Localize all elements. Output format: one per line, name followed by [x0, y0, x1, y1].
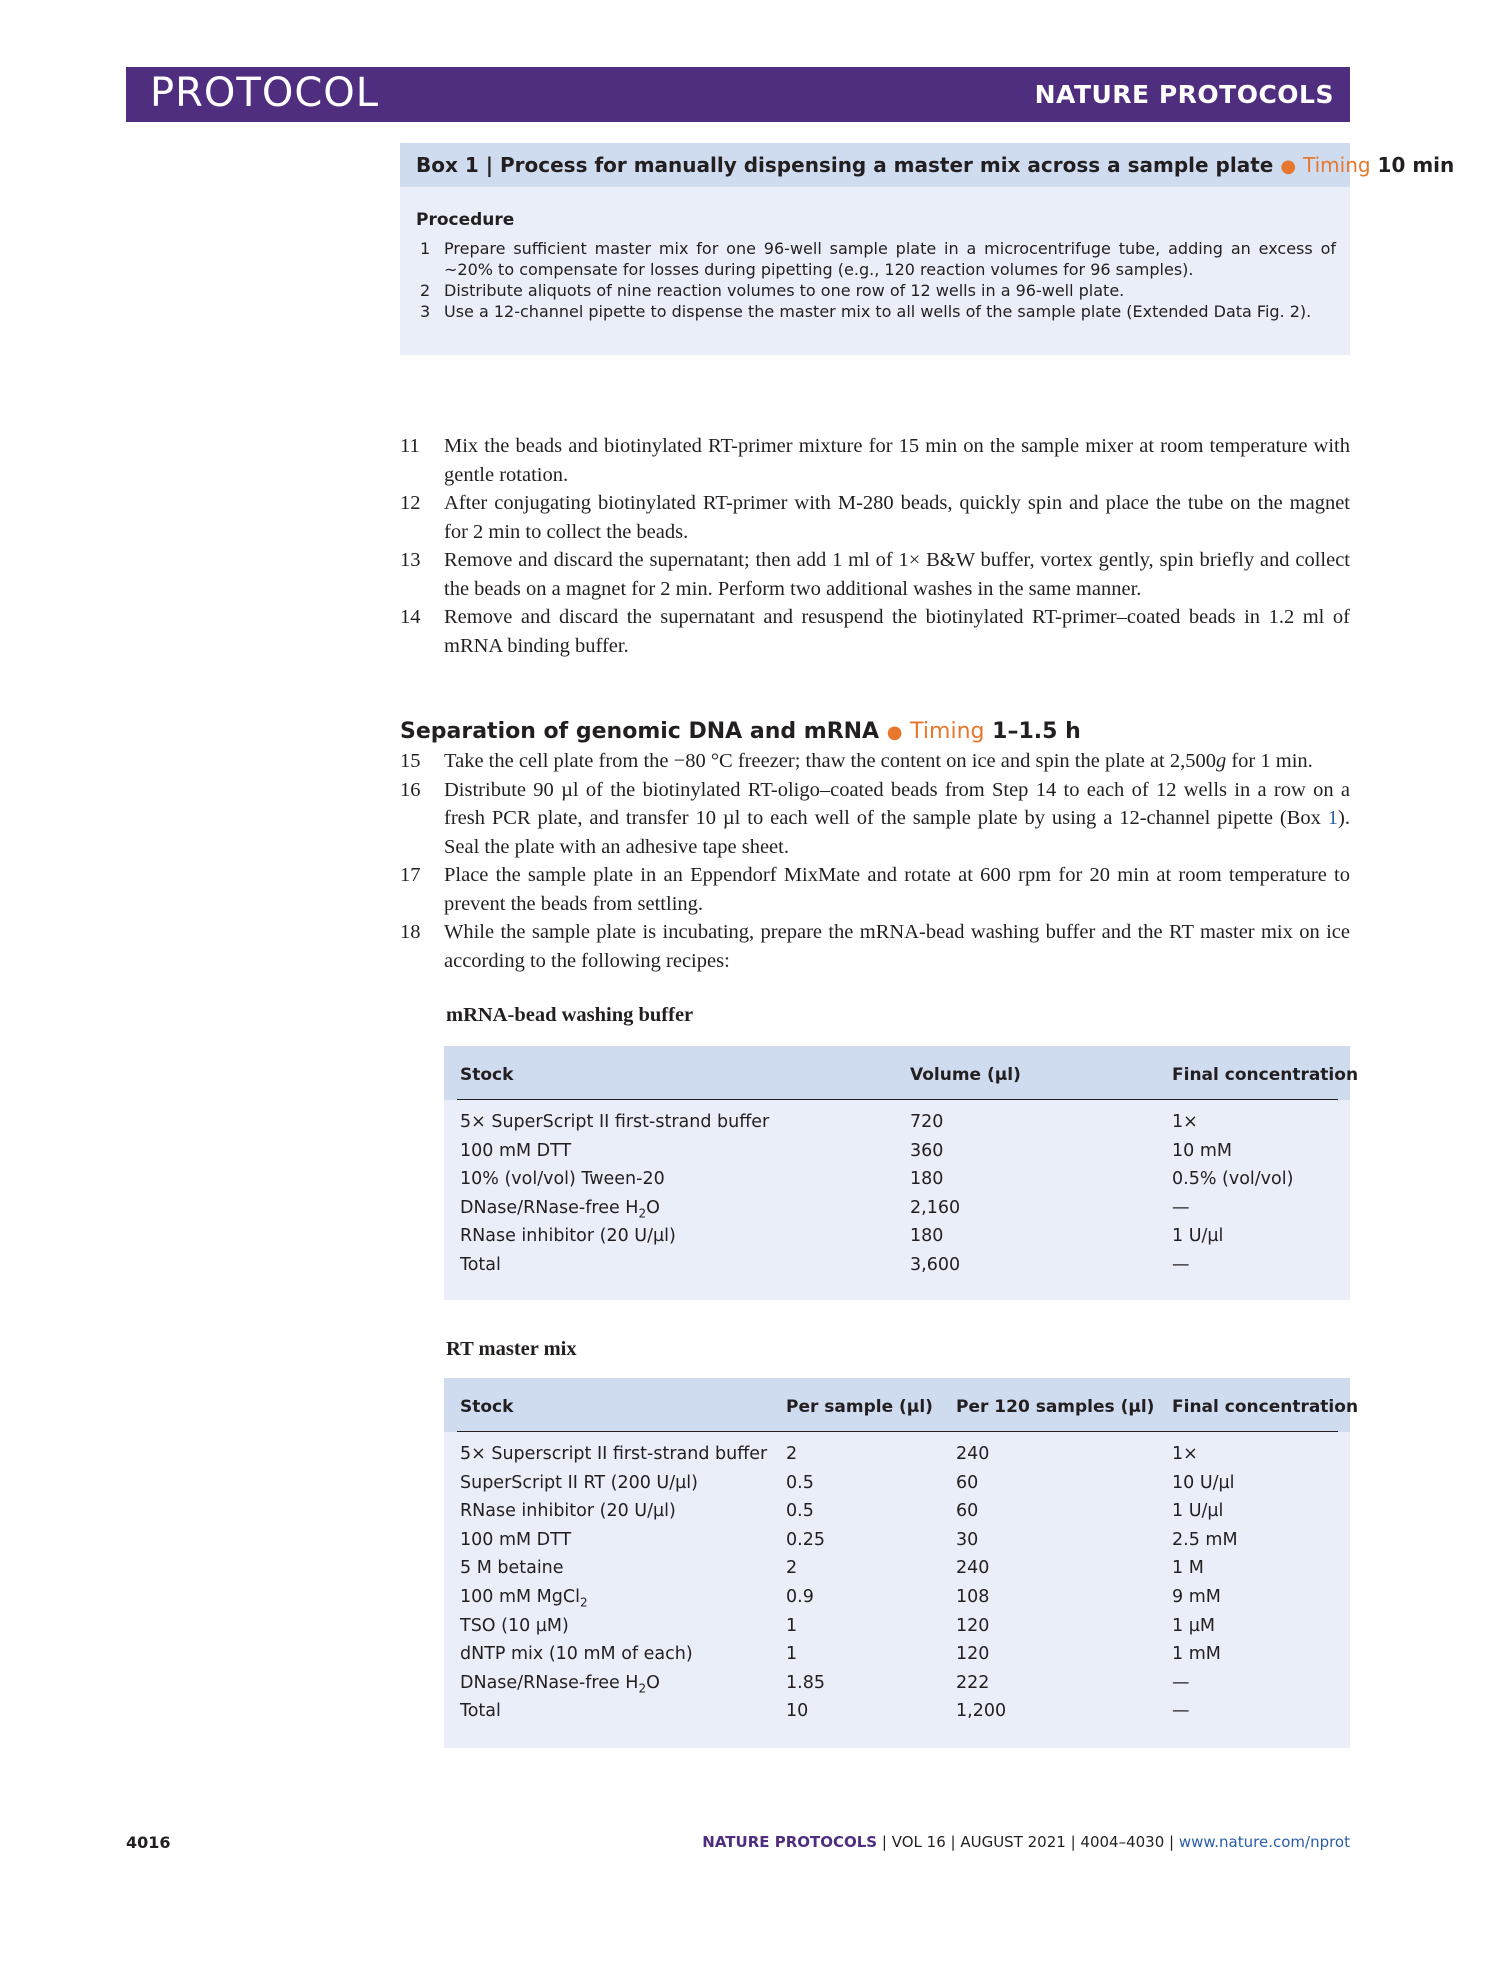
box-timing-value: 10 min	[1377, 153, 1455, 177]
procedure-step	[400, 603, 1350, 660]
footer-pages: 4004–4030	[1080, 1833, 1165, 1851]
procedure-label: Procedure	[416, 210, 515, 230]
box-step-number: 2	[420, 281, 431, 300]
col-header: Stock	[460, 1065, 514, 1085]
col-header: Final concentration	[1172, 1065, 1359, 1085]
table-cell-stock: DNase/RNase-free $H_2O$	[460, 1197, 660, 1221]
journal-url-link[interactable]: www.nature.com/nprot	[1178, 1833, 1350, 1851]
section-timing-label: Timing	[910, 719, 985, 744]
table-cell-value: 10	[786, 1701, 809, 1722]
table-cell-stock: Total	[460, 1255, 501, 1275]
step-number: 18	[400, 921, 421, 943]
table-cell-value: 0.25	[786, 1529, 825, 1550]
table-cell-value: 60	[956, 1472, 979, 1493]
step-text: Distribute 90 µl of the biotinylated RT-oligo–coated beads from Step 14 to each of 12 wells in a row on a fresh PCR plate, and transfer 10 µl to each well of the sample plate by using a 12-channel pipette (Box 1). Seal the plate with an adhesive tape sheet.	[444, 778, 1350, 858]
table-cell-value: 0.5% (vol/vol)	[1172, 1169, 1294, 1190]
table-cell-value: 0.5	[786, 1472, 814, 1493]
table-cell-value: 240	[956, 1558, 990, 1579]
col-header: Per 120 samples (µl)	[956, 1397, 1155, 1417]
procedure-step	[400, 861, 1350, 918]
table-cell-value: 720	[910, 1112, 944, 1132]
table-cell-value: 1 M	[1172, 1558, 1204, 1579]
table-cell-value: 10 mM	[1172, 1140, 1232, 1161]
table-cell-stock: TSO (10 µM)	[460, 1615, 569, 1636]
col-header: Volume (µl)	[910, 1065, 1021, 1085]
table-cell-stock: Total	[460, 1701, 501, 1722]
box-step-text: Distribute aliquots of nine reaction volumes to one row of 12 wells in a 96-well plate.	[444, 281, 1125, 300]
procedure-steps-11-14	[400, 432, 1350, 660]
section-heading	[400, 719, 1081, 744]
box-step-text: Use a 12-channel pipette to dispense the master mix to all wells of the sample plate (Extended Data Fig. 2).	[444, 302, 1312, 321]
procedure-steps-15-18	[400, 747, 1350, 975]
table-cell-stock: 5× Superscript II first-strand buffer	[460, 1444, 768, 1464]
step-text: After conjugating biotinylated RT-primer with M-280 beads, quickly spin and place the tube on the magnet for 2 min to collect the beads.	[444, 492, 1350, 543]
table-header	[444, 1046, 1359, 1100]
step-text: Place the sample plate in an Eppendorf MixMate and rotate at 600 rpm for 20 min at room temperature to prevent the beads from settling.	[444, 864, 1350, 915]
box-timing-label: Timing	[1303, 153, 1371, 177]
table-cell-value: 1.85	[786, 1672, 825, 1693]
header-rule	[457, 1431, 1338, 1432]
table-cell-value: 1	[786, 1644, 798, 1665]
step-text: Remove and discard the supernatant; then add 1 ml of 1× B&W buffer, vortex gently, spin briefly and collect the beads on a magnet for 2 min. Perform two additional washes in the same manner.	[444, 549, 1350, 600]
journal-header-bar	[126, 67, 1350, 122]
table-cell-value: 1 U/µl	[1172, 1226, 1224, 1247]
table-header	[444, 1378, 1359, 1432]
section-title: Separation of genomic DNA and mRNA	[400, 719, 880, 744]
table-cell-value: 3,600	[910, 1255, 961, 1275]
table-cell-stock: 100 mM DTT	[460, 1529, 572, 1550]
table-cell-value: 2	[786, 1558, 798, 1579]
table-cell-value: 1 U/µl	[1172, 1501, 1224, 1522]
table-cell-value: —	[1172, 1672, 1190, 1693]
step-number: 17	[400, 864, 421, 886]
box-step-number: 1	[420, 239, 431, 258]
table-cell-value: 2,160	[910, 1197, 961, 1218]
table-washing-buffer	[444, 1046, 1359, 1300]
table-cell-value: 360	[910, 1140, 944, 1161]
box-step-text: Prepare sufficient master mix for one 96-well sample plate in a microcentrifuge tube, adding an excess of ~20% to compensate for losses during pipetting (e.g., 120 reaction volumes for 96 samples).	[444, 239, 1336, 279]
section-timing-value: 1–1.5 h	[992, 719, 1081, 744]
col-header: Per sample (µl)	[786, 1397, 933, 1417]
step-text: While the sample plate is incubating, prepare the mRNA-bead washing buffer and the RT master mix on ice according to the following recipes:	[444, 921, 1350, 972]
table-cell-value: 120	[956, 1615, 990, 1636]
table-cell-stock: 5 M betaine	[460, 1558, 564, 1579]
step-number: 13	[400, 549, 421, 571]
box-step	[416, 301, 1336, 322]
procedure-step	[400, 489, 1350, 546]
procedure-step	[400, 432, 1350, 489]
step-text: Mix the beads and biotinylated RT-primer mixture for 15 min on the sample mixer at room temperature with gentle rotation.	[444, 435, 1350, 486]
table-rt-master-mix	[444, 1378, 1359, 1748]
table-cell-stock: 100 mM MgCl$_2$	[460, 1587, 588, 1610]
table-cell-stock: dNTP mix (10 mM of each)	[460, 1644, 693, 1665]
box-step	[416, 280, 1336, 301]
table-cell-value: 222	[956, 1672, 990, 1693]
table-cell-value: 2.5 mM	[1172, 1529, 1238, 1550]
box-steps	[416, 238, 1336, 322]
step-number: 12	[400, 492, 421, 514]
header-rule	[457, 1099, 1338, 1100]
col-header: Final concentration	[1172, 1397, 1359, 1417]
timing-dot-icon: ●	[1280, 156, 1297, 177]
table-cell-value: —	[1172, 1255, 1190, 1275]
table-cell-value: 10 U/µl	[1172, 1472, 1235, 1493]
table-cell-value: 1	[786, 1615, 798, 1636]
procedure-step	[400, 776, 1350, 862]
table-cell-value: 9 mM	[1172, 1587, 1221, 1607]
table-cell-value: 2	[786, 1444, 798, 1464]
box-1-link[interactable]: 1	[1327, 807, 1339, 829]
table-2-title: RT master mix	[446, 1338, 577, 1360]
table-cell-value: —	[1172, 1701, 1190, 1722]
step-text: Remove and discard the supernatant and resuspend the biotinylated RT-primer–coated beads in 1.2 ml of mRNA binding buffer.	[444, 606, 1350, 657]
footer-journal: NATURE PROTOCOLS	[702, 1833, 878, 1851]
table-cell-value: 120	[956, 1644, 990, 1665]
table-cell-stock: RNase inhibitor (20 U/µl)	[460, 1226, 676, 1247]
step-number: 15	[400, 750, 421, 772]
table-cell-value: 1 mM	[1172, 1644, 1221, 1665]
table-cell-value: 240	[956, 1444, 990, 1464]
step-number: 16	[400, 778, 421, 801]
box-step	[416, 238, 1336, 280]
table-cell-value: 1×	[1172, 1444, 1198, 1464]
box-title-bar	[400, 143, 1455, 187]
journal-name: NATURE PROTOCOLS	[1034, 80, 1334, 109]
table-cell-value: 108	[956, 1587, 990, 1607]
footer-date: AUGUST 2021	[960, 1833, 1066, 1851]
table-cell-value: 0.9	[786, 1587, 814, 1607]
table-cell-value: 60	[956, 1501, 979, 1522]
table-cell-stock: 10% (vol/vol) Tween-20	[460, 1169, 665, 1190]
table-cell-value: 1 µM	[1172, 1615, 1215, 1636]
box-title	[416, 153, 1454, 177]
table-cell-value: 180	[910, 1226, 944, 1247]
table-cell-value: 180	[910, 1169, 944, 1190]
table-cell-value: 30	[956, 1529, 979, 1550]
step-text: Take the cell plate from the −80 °C freezer; thaw the content on ice and spin the plate at 2,500g for 1 min.	[444, 750, 1313, 772]
col-header: Stock	[460, 1397, 514, 1417]
step-number: 14	[400, 606, 421, 628]
footer-citation: NATURE PROTOCOLS | VOL 16 | AUGUST 2021 | 4004–4030 | www.nature.com/nprot	[702, 1833, 1350, 1851]
table-cell-value: 1×	[1172, 1112, 1198, 1132]
footer-volume: VOL 16	[891, 1833, 946, 1851]
table-cell-stock: RNase inhibitor (20 U/µl)	[460, 1501, 676, 1522]
table-cell-stock: DNase/RNase-free $H_2O$	[460, 1672, 660, 1696]
table-cell-value: —	[1172, 1197, 1190, 1218]
page-number: 4016	[126, 1833, 171, 1852]
table-cell-value: 1,200	[956, 1701, 1007, 1722]
table-cell-value: 0.5	[786, 1501, 814, 1522]
box-1	[400, 143, 1455, 355]
step-number: 11	[400, 435, 420, 457]
procedure-step	[400, 747, 1350, 776]
timing-dot-icon: ●	[886, 722, 903, 743]
table-cell-stock: 5× SuperScript II first-strand buffer	[460, 1112, 770, 1132]
procedure-step	[400, 546, 1350, 603]
box-title-text: Box 1 | Process for manually dispensing a master mix across a sample plate	[416, 153, 1274, 177]
table-cell-stock: 100 mM DTT	[460, 1140, 572, 1161]
article-type-label: PROTOCOL	[150, 70, 380, 116]
procedure-step	[400, 918, 1350, 975]
table-1-title: mRNA-bead washing buffer	[446, 1004, 694, 1026]
table-cell-stock: SuperScript II RT (200 U/µl)	[460, 1472, 698, 1493]
box-step-number: 3	[420, 302, 431, 321]
